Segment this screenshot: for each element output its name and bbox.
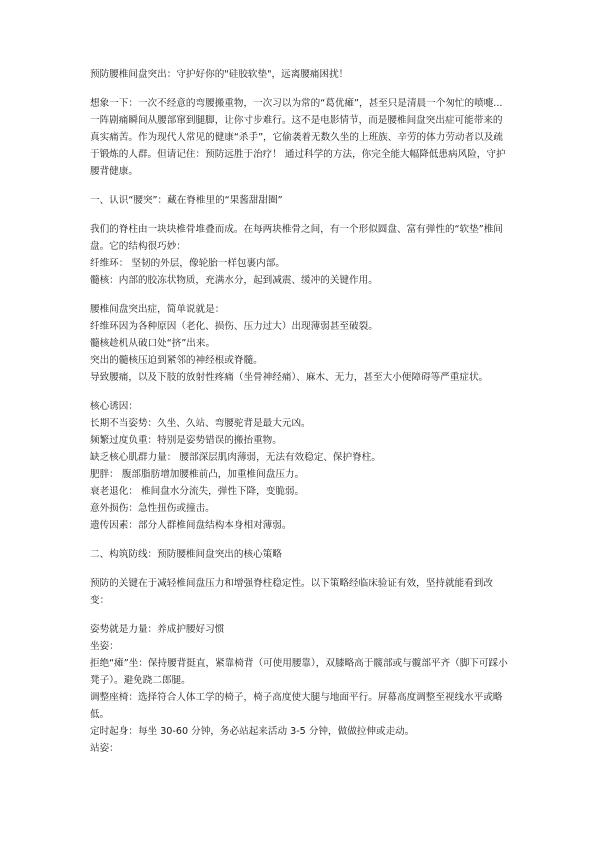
document-body bbox=[90, 66, 510, 757]
sitting-item: 拒绝“瘫”坐：保持腰背挺直，紧靠椅背（可使用腰靠），双膝略高于髋部或与髋部平齐（脚下可踩小凳子）。避免跷二郎腿。 bbox=[90, 658, 508, 686]
process-lead: 腰椎间盘突出症，简单说就是： bbox=[90, 304, 225, 315]
process-item: 导致腰痛，以及下肢的放射性疼痛（坐骨神经痛）、麻木、无力，甚至大小便障碍等严重症状。 bbox=[90, 372, 489, 383]
structure-item: 纤维环： 坚韧的外层，像轮胎一样包裹内部。 bbox=[90, 258, 285, 269]
section2-paragraph: 预防的关键在于减轻椎间盘压力和增强脊柱稳定性。以下策略经临床验证有效，坚持就能看到改变： bbox=[90, 578, 493, 606]
sitting-item: 调整座椅：选择符合人体工学的椅子，椅子高度使大腿与地面平行。屏幕高度调整至视线水平或略低。 bbox=[90, 692, 503, 720]
process-item: 纤维环因为各种原因（老化、损伤、压力过大）出现薄弱甚至破裂。 bbox=[90, 321, 378, 332]
cause-item: 缺乏核心肌群力量： 腰部深层肌肉薄弱，无法有效稳定、保护脊柱。 bbox=[90, 452, 381, 463]
sitting-heading: 坐姿： bbox=[90, 641, 119, 652]
cause-item: 遗传因素：部分人群椎间盘结构本身相对薄弱。 bbox=[90, 520, 292, 531]
sitting-item: 定时起身：每坐 30-60 分钟，务必站起来活动 3-5 分钟，做做拉伸或走动。 bbox=[90, 726, 415, 737]
cause-item: 衰老退化： 椎间盘水分流失，弹性下降，变脆弱。 bbox=[90, 486, 305, 497]
process-item: 髓核趁机从破口处“挤”出来。 bbox=[90, 338, 216, 349]
standing-heading: 站姿： bbox=[90, 743, 119, 754]
posture-heading: 姿势就是力量：养成护腰好习惯 bbox=[90, 624, 225, 635]
page-title: 预防腰椎间盘突出：守护好你的"硅胶软垫"，远离腰痛困扰！ bbox=[90, 69, 349, 80]
section1-paragraph: 我们的脊柱由一块块椎骨堆叠而成。在每两块椎骨之间，有一个形似圆盘、富有弹性的“软垫”椎间盘。它的结构很巧妙： bbox=[90, 224, 503, 252]
structure-item: 髓核：内部的胶冻状物质，充满水分，起到减震、缓冲的关键作用。 bbox=[90, 275, 378, 286]
section2-heading: 二、构筑防线：预防腰椎间盘突出的核心策略 bbox=[90, 549, 282, 560]
process-item: 突出的髓核压迫到紧邻的神经根或脊髓。 bbox=[90, 355, 263, 366]
cause-item: 意外损伤：急性扭伤或撞击。 bbox=[90, 503, 215, 514]
section1-heading: 一、认识“腰突”：藏在脊椎里的“果酱甜甜圈” bbox=[90, 195, 283, 206]
cause-item: 长期不当姿势：久坐、久站、弯腰驼背是最大元凶。 bbox=[90, 418, 311, 429]
cause-item: 肥胖： 腹部脂肪增加腰椎前凸，加重椎间盘压力。 bbox=[90, 469, 305, 480]
intro-paragraph: 想象一下：一次不经意的弯腰搬重物，一次习以为常的“葛优瘫”，甚至只是清晨一个匆忙的喷嚏...一阵剧痛瞬间从腰部窜到腿脚，让你寸步难行。这不是电影情节，而是腰椎间盘突出症可能带来的真实痛苦。作为现代人常见的健康“杀手”，它偷袭着无数久坐的上班族、辛劳的体力劳动者以及疏于锻炼的人群。但请记住：预防远胜于治疗！ 通过科学的方法，你完全能大幅降低患病风险，守护腰背健康。 bbox=[90, 98, 506, 177]
causes-heading: 核心诱因： bbox=[90, 401, 138, 412]
cause-item: 频繁过度负重：特别是姿势错误的搬抬重物。 bbox=[90, 435, 282, 446]
